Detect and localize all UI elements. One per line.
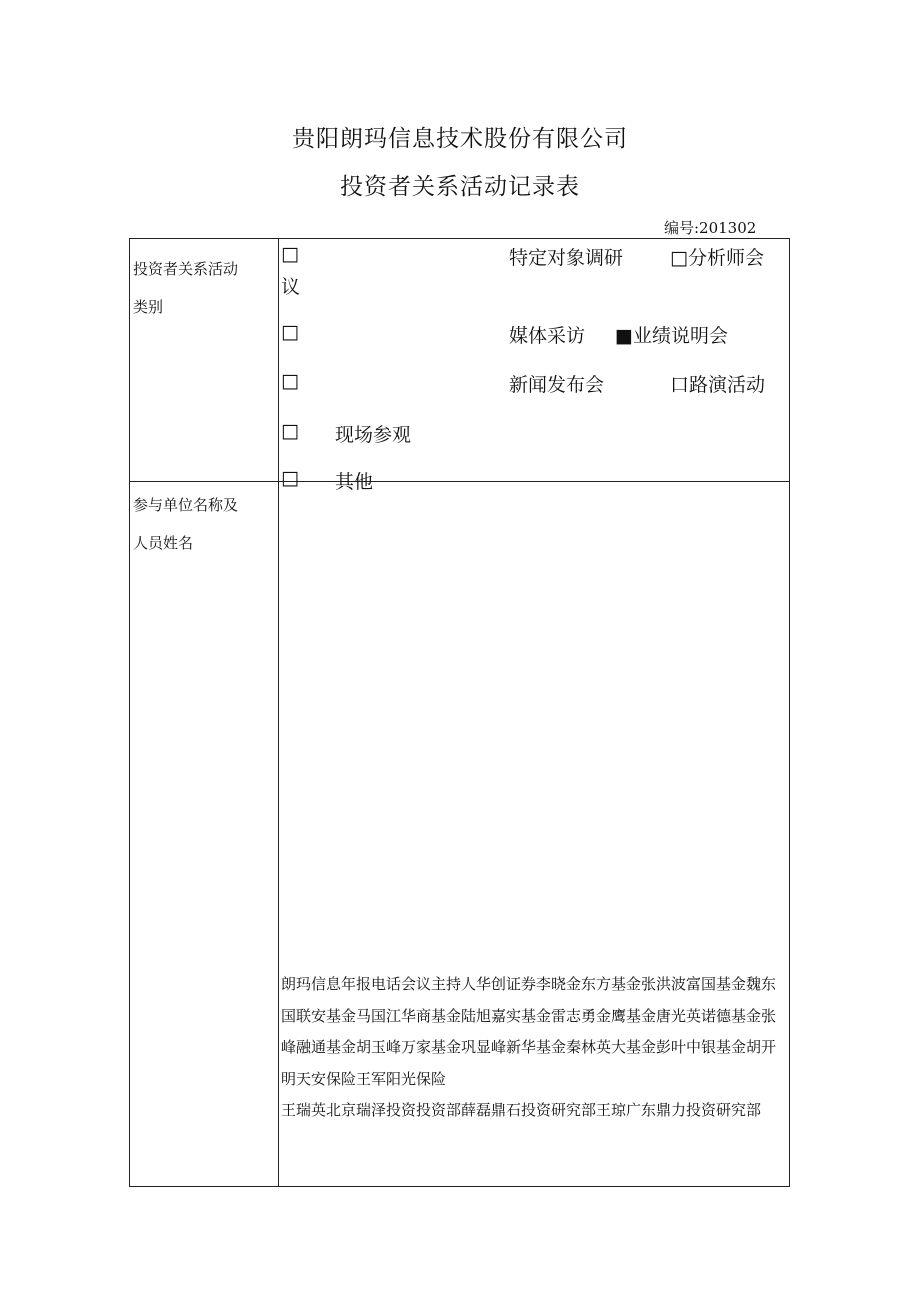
option-analyst-meeting-wrap: 议 <box>281 276 301 298</box>
activity-type-label-line2: 类别 <box>133 298 164 316</box>
checkbox-press-conference[interactable]: □ <box>281 370 299 392</box>
participants-label <box>133 486 273 562</box>
option-media-interview: 媒体采访 <box>509 325 586 347</box>
participants-label-line2: 人员姓名 <box>133 534 194 552</box>
option-specific-research: 特定对象调研 <box>509 247 624 269</box>
checkbox-media-interview[interactable]: □ <box>281 321 299 343</box>
option-results-briefing[interactable]: ■业绩说明会 <box>615 325 728 347</box>
form-title: 投资者关系活动记录表 <box>340 174 580 200</box>
checkbox-analyst-meeting[interactable]: □ <box>281 243 299 265</box>
document-number: 编号:201302 <box>664 219 757 237</box>
company-title: 贵阳朗玛信息技术股份有限公司 <box>292 126 628 152</box>
activity-type-options <box>279 239 790 493</box>
option-other: 其他 <box>335 471 374 493</box>
option-analyst-meeting[interactable]: □分析师会 <box>670 247 764 269</box>
row-divider <box>130 481 789 482</box>
activity-type-label <box>133 250 273 326</box>
record-table <box>129 238 790 1187</box>
checkbox-site-visit[interactable]: □ <box>281 420 299 442</box>
participants-content <box>281 969 789 1127</box>
participants-paragraph-1: 朗玛信息年报电话会议主持人华创证券李晓金东方基金张洪波富国基金魏东国联安基金马国江华商基金陆旭嘉实基金雷志勇金鹰基金唐光英诺德基金张峰融通基金胡玉峰万家基金巩显峰新华基金秦林英大基金彭叶中银基金胡开明天安保险王军阳光保险 <box>281 975 777 1088</box>
participants-label-line1: 参与单位名称及 <box>133 496 239 514</box>
option-site-visit: 现场参观 <box>335 424 412 446</box>
activity-type-label-line1: 投资者关系活动 <box>133 260 239 278</box>
option-press-conference: 新闻发布会 <box>509 374 605 396</box>
participants-paragraph-2: 王瑞英北京瑞泽投资投资部薛磊鼎石投资研究部王琼广东鼎力投资研究部 <box>281 1101 762 1119</box>
option-roadshow[interactable]: 口路演活动 <box>670 374 766 396</box>
checkbox-other[interactable]: □ <box>281 467 299 489</box>
